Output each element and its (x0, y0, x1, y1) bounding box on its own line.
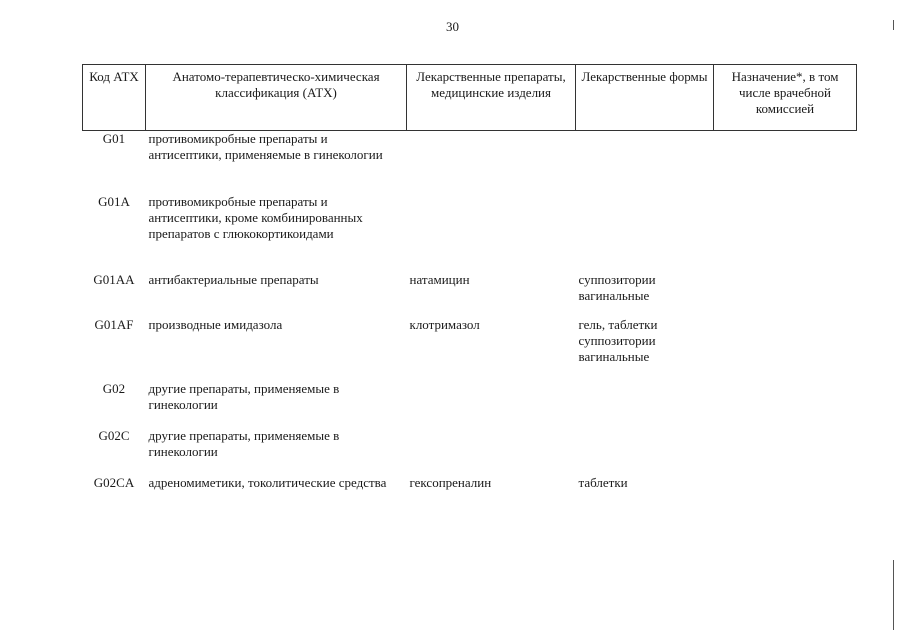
dosage-form: суппозитории вагинальные (578, 271, 656, 303)
purpose (714, 272, 857, 317)
atc-classification: антибактериальные препараты (148, 271, 319, 287)
atc-classification: адреномиметики, токолитические средства (148, 474, 387, 490)
atc-code: G02 (102, 380, 126, 396)
dosage-form (576, 381, 714, 428)
scan-edge-mark (893, 20, 894, 30)
scan-edge-mark (893, 560, 894, 630)
dosage-form: таблетки (578, 474, 628, 490)
atc-code: G01AF (94, 316, 134, 332)
header-atc-code: Код АТХ (83, 65, 146, 131)
purpose (714, 381, 857, 428)
table-row (83, 194, 857, 272)
atc-code: G02CA (93, 474, 135, 490)
medicine-name (407, 428, 576, 475)
atc-code: G02C (98, 427, 130, 443)
medicine-name (407, 194, 576, 272)
dosage-form (576, 428, 714, 475)
purpose (714, 194, 857, 272)
atc-classification: противомикробные препараты и антисептики, применяемые в гинекологии (148, 131, 383, 162)
table-row (83, 381, 857, 428)
table-row (83, 475, 857, 515)
table-row (83, 131, 857, 194)
header-dosage-forms: Лекарственные формы (576, 65, 714, 131)
medicine-name: натамицин (409, 271, 470, 287)
dosage-form: гель, таблетки суппозитории вагинальные (578, 316, 658, 364)
table-row (83, 428, 857, 475)
medicine-name: гексопреналин (409, 474, 492, 490)
table-header-row (83, 65, 857, 131)
medicine-name (407, 131, 576, 194)
atc-classification: противомикробные препараты и антисептики, кроме комбинированных препаратов с глюкокортикоидами (148, 193, 363, 241)
atc-code: G01AA (93, 271, 135, 287)
medicine-name: клотримазол (409, 316, 480, 332)
dosage-form (576, 131, 714, 194)
purpose (714, 131, 857, 194)
purpose (714, 475, 857, 515)
atc-code: G01 (102, 131, 126, 146)
atc-classification: производные имидазола (148, 316, 283, 332)
table-row (83, 317, 857, 381)
header-atc-classification: Анатомо-терапевтическо-химическая классификация (АТХ) (146, 65, 407, 131)
atc-code: G01A (98, 193, 130, 209)
page-number: 30 (446, 19, 459, 34)
header-medicines: Лекарственные препараты, медицинские изделия (407, 65, 576, 131)
dosage-form (576, 194, 714, 272)
atc-classification: другие препараты, применяемые в гинекологии (148, 380, 340, 412)
table-row (83, 272, 857, 317)
atc-table (82, 64, 857, 515)
header-purpose: Назначение*, в том числе врачебной комиссией (714, 65, 857, 131)
purpose (714, 428, 857, 475)
medicine-name (407, 381, 576, 428)
purpose (714, 317, 857, 381)
atc-classification: другие препараты, применяемые в гинекологии (148, 427, 340, 459)
